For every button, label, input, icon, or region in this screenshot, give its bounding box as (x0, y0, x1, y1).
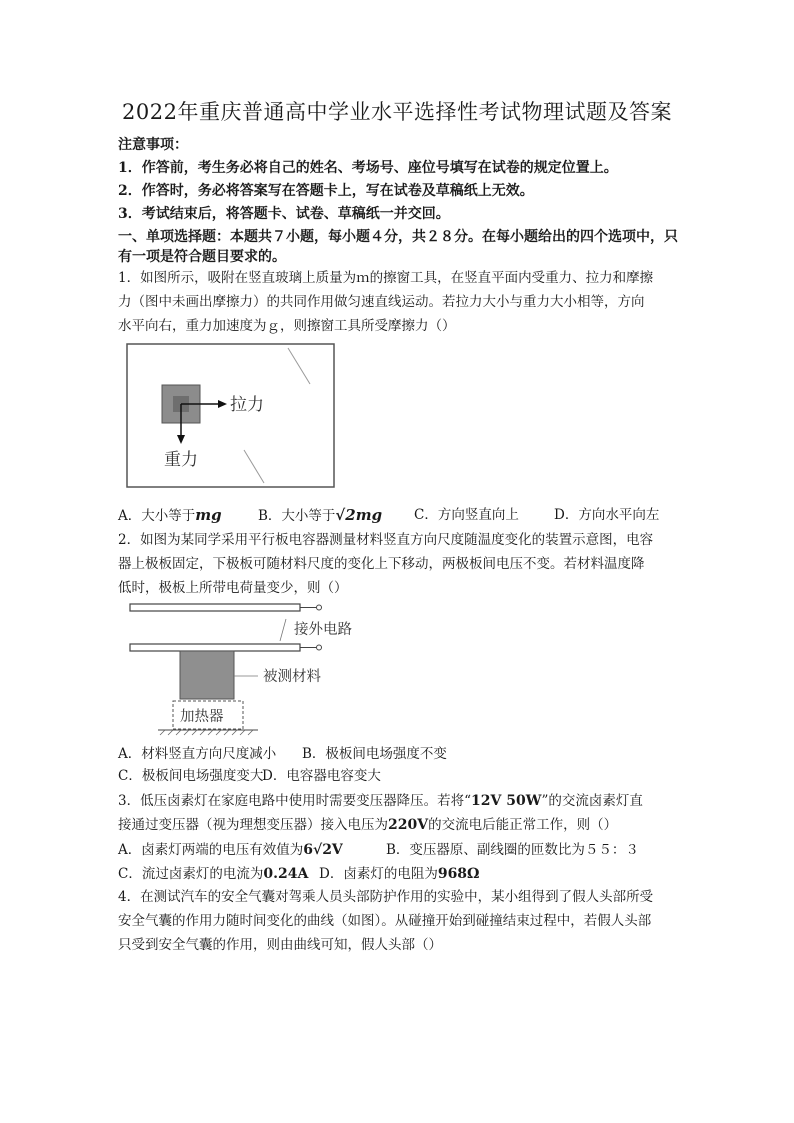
upper-plate (130, 604, 300, 611)
q3-line-2-text: 接通过变压器（视为理想变压器）接入电压为 (118, 817, 388, 833)
material-label: 被测材料 (263, 669, 321, 685)
q3-option-d (319, 864, 480, 884)
q3-line-1-math: 12V 50W (471, 793, 542, 809)
q3-option-d-math: 968Ω (437, 866, 480, 882)
q3-option-c-text: C．流过卤素灯的电流为 (118, 866, 264, 882)
q3-option-b: B．变压器原、副线圈的匝数比为５５：３ (386, 842, 639, 858)
q2-figure (118, 598, 358, 736)
upper-terminal (317, 605, 322, 610)
q3-option-a-math: 6√2V (303, 842, 343, 858)
q1-option-b-math: √2mg (335, 506, 383, 524)
q3-option-a-text: A．卤素灯两端的电压有效值为 (118, 842, 304, 858)
q1-option-b-text: B．大小等于 (258, 508, 336, 524)
q4-line-3: 只受到安全气囊的作用，则由曲线可知，假人头部（） (118, 937, 442, 953)
glass-pane (127, 344, 334, 487)
q3-option-c-math: 0.24A (263, 866, 309, 882)
q2-line-2: 器上极板固定，下极板可随材料尺度的变化上下移动，两极板间电压不变。若材料温度降 (118, 556, 645, 572)
tested-material (180, 651, 234, 699)
q3-line-2-text-end: 的交流电后能正常工作，则（） (428, 817, 618, 833)
gravity-label: 重力 (164, 450, 198, 470)
q1-option-d: D．方向水平向左 (554, 507, 660, 523)
q4-line-1: 4．在测试汽车的安全气囊对驾乘人员头部防护作用的实验中，某小组得到了假人头部所受 (118, 889, 654, 905)
q1-figure (118, 340, 348, 492)
section-heading-line-2: 有一项是符合题目要求的。 (118, 249, 286, 265)
circuit-label: 接外电路 (294, 622, 352, 638)
q1-option-a (118, 505, 222, 526)
q1-line-1: 1．如图所示，吸附在竖直玻璃上质量为ｍ的擦窗工具，在竖直平面内受重力、拉力和摩擦 (118, 270, 654, 286)
q1-option-a-text: A．大小等于 (118, 508, 196, 524)
q3-option-d-text: D．卤素灯的电阻为 (319, 866, 438, 882)
q3-line-2 (118, 815, 617, 835)
q3-line-2-math: 220V (388, 817, 429, 833)
section-heading-line-1: 一、单项选择题：本题共７小题，每小题４分，共２８分。在每小题给出的四个选项中，只 (118, 229, 678, 245)
q3-line-1 (118, 791, 643, 811)
notice-heading: 注意事项： (118, 137, 188, 153)
ground-hatch (160, 730, 253, 735)
q3-line-1-text-end: ”的交流卤素灯直 (541, 793, 643, 809)
q4-line-2: 安全气囊的作用力随时间变化的曲线（如图）。从碰撞开始到碰撞结束过程中，若假人头部 (118, 913, 652, 929)
q1-line-3: 水平向右，重力加速度为ｇ，则擦窗工具所受摩擦力（） (118, 318, 456, 334)
q2-option-a: A．材料竖直方向尺度减小 (118, 746, 277, 762)
q3-option-a (118, 840, 343, 860)
lower-plate (130, 644, 300, 651)
q2-option-d: D．电容器电容变大 (262, 768, 381, 784)
notice-item-3: 3．考试结束后，将答题卡、试卷、草稿纸一并交回。 (118, 206, 450, 222)
q1-option-a-math: mg (195, 506, 222, 524)
gravity-arrow-head (177, 435, 185, 444)
page-title: 2022年重庆普通高中学业水平选择性考试物理试题及答案 (122, 100, 672, 124)
q1-line-2: 力（图中未画出摩擦力）的共同作用做匀速直线运动。若拉力大小与重力大小相等，方向 (118, 294, 645, 310)
q1-option-c: C．方向竖直向上 (414, 507, 519, 523)
lower-terminal (317, 645, 322, 650)
q2-option-b: B．极板间电场强度不变 (302, 746, 447, 762)
q3-option-c (118, 864, 308, 884)
heater-label: 加热器 (180, 709, 224, 725)
pull-arrow-head (218, 400, 227, 408)
q3-line-1-text: 3．低压卤素灯在家庭电路中使用时需要变压器降压。若将“ (118, 793, 471, 809)
glass-glare (244, 450, 264, 483)
q2-option-c: C．极板间电场强度变大 (118, 768, 264, 784)
q1-option-b (258, 505, 382, 526)
q2-line-1: 2．如图为某同学采用平行板电容器测量材料竖直方向尺度随温度变化的装置示意图，电容 (118, 532, 654, 548)
q2-line-3: 低时，极板上所带电荷量变少，则（） (118, 580, 348, 596)
notice-item-2: 2．作答时，务必将答案写在答题卡上，写在试卷及草稿纸上无效。 (118, 183, 534, 199)
glass-glare (288, 348, 310, 384)
notice-item-1: 1．作答前，考生务必将自己的姓名、考场号、座位号填写在试卷的规定位置上。 (118, 160, 618, 176)
pull-label: 拉力 (230, 395, 264, 415)
circuit-pointer (280, 619, 286, 641)
